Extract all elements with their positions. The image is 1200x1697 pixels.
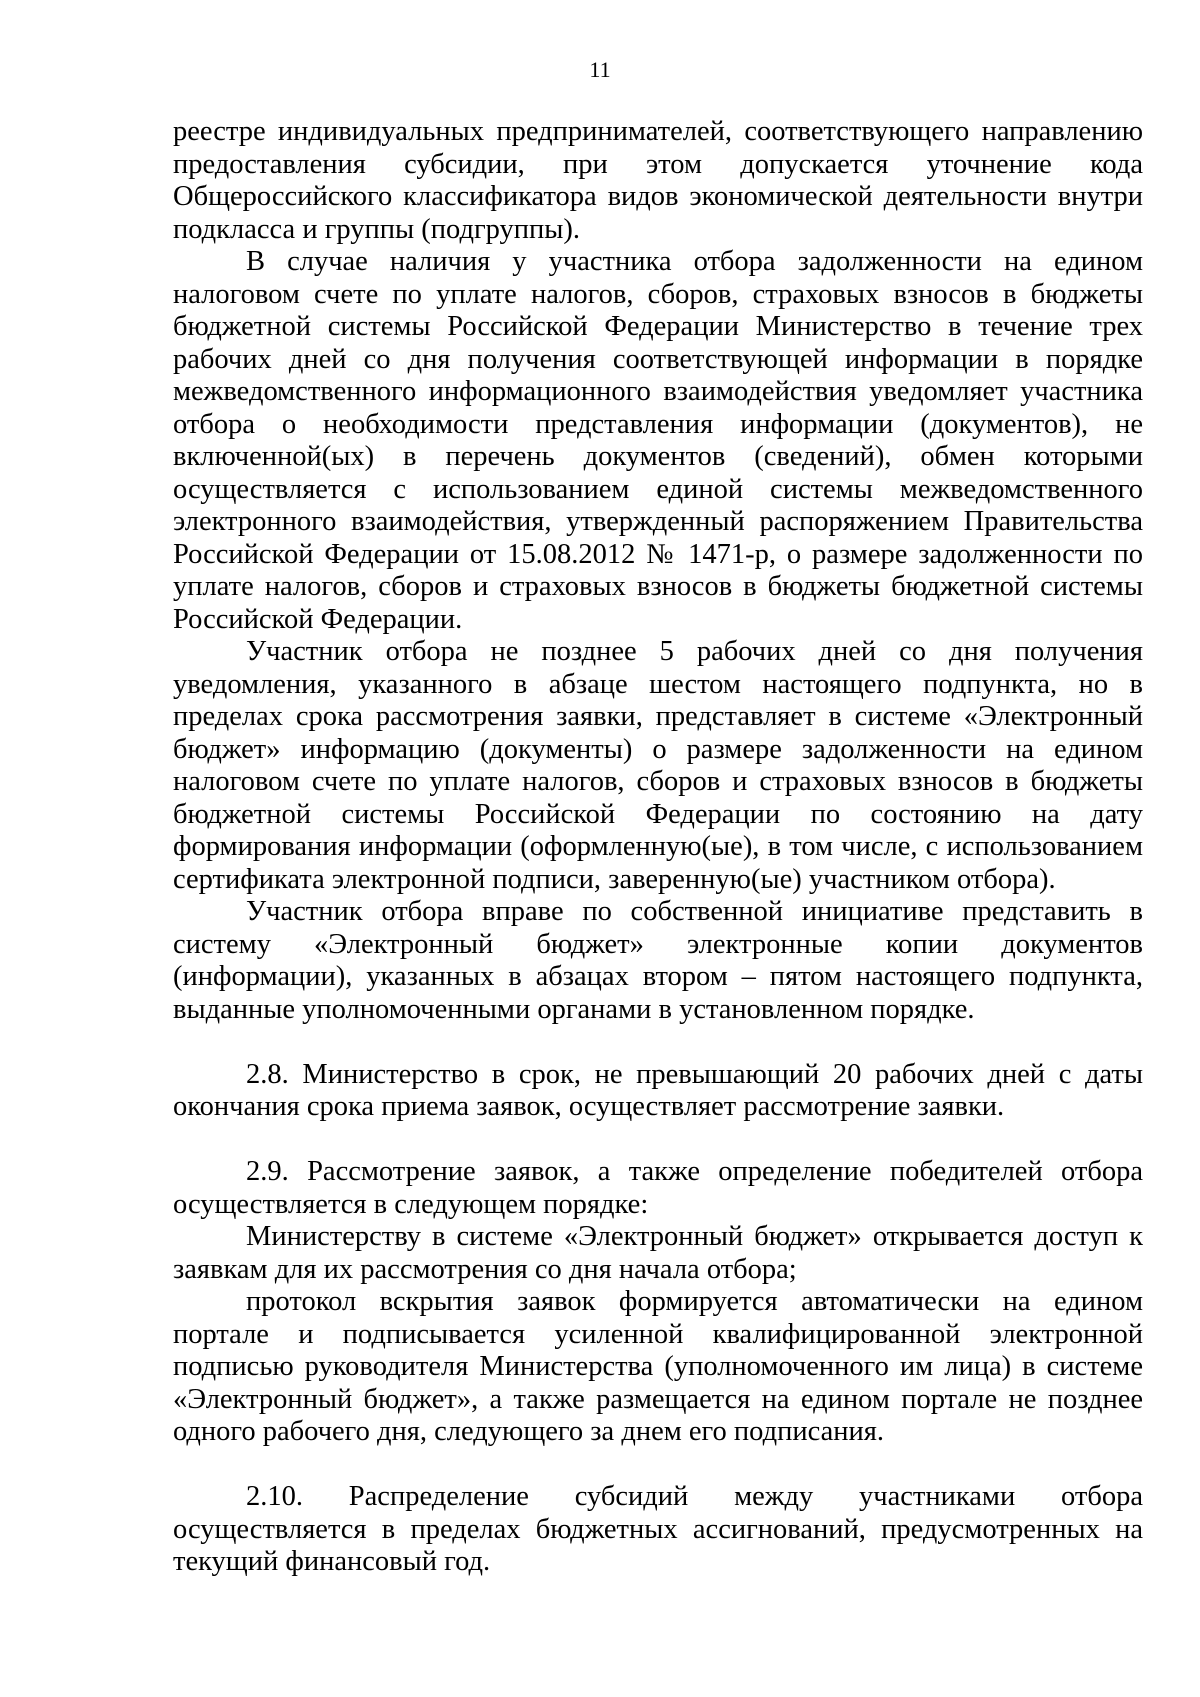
paragraph-participant-initiative: Участник отбора вправе по собственной инициативе представить в систему «Электронный бюджет» электронные копии документов (информации), указанных в абзацах втором – пятом настоящего подпункта, выданные уполномоченными органами в установленном порядке. (173, 896, 1143, 1025)
page-number: 11 (589, 57, 611, 82)
paragraph-section-2-9: 2.9. Рассмотрение заявок, а также определение победителей отбора осуществляется в следующем порядке: (173, 1156, 1143, 1220)
paragraph-registry-continuation: реестре индивидуальных предпринимателей, соответствующего направлению предоставления субсидии, при этом допускается уточнение кода Общероссийского классификатора видов экономической деятельности внутри подкласса и группы (подгруппы). (173, 116, 1143, 245)
paragraph-section-2-8: 2.8. Министерство в срок, не превышающий 20 рабочих дней с даты окончания срока приема заявок, осуществляет рассмотрение заявки. (173, 1058, 1143, 1122)
document-body (173, 116, 1143, 1579)
paragraph-participant-submission: Участник отбора не позднее 5 рабочих дней со дня получения уведомления, указанного в абзаце шестом настоящего подпункта, но в пределах срока рассмотрения заявки, представляет в системе «Электронный бюджет» информацию (документы) о размере задолженности на едином налоговом счете по уплате налогов, сборов и страховых взносов в бюджеты бюджетной системы Российской Федерации по состоянию на дату формирования информации (оформленную(ые), в том числе, с использованием сертификата электронной подписи, заверенную(ые) участником отбора). (173, 636, 1143, 895)
paragraph-ministry-access: Министерству в системе «Электронный бюджет» открывается доступ к заявкам для их рассмотрения со дня начала отбора; (173, 1221, 1143, 1285)
paragraph-opening-protocol: протокол вскрытия заявок формируется автоматически на едином портале и подписывается усиленной квалифицированной электронной подписью руководителя Министерства (уполномоченного им лица) в системе «Электронный бюджет», а также размещается на едином портале не позднее одного рабочего дня, следующего за днем его подписания. (173, 1286, 1143, 1447)
paragraph-tax-debt-notice: В случае наличия у участника отбора задолженности на едином налоговом счете по уплате налогов, сборов, страховых взносов в бюджеты бюджетной системы Российской Федерации Министерство в течение трех рабочих дней со дня получения соответствующей информации в порядке межведомственного информационного взаимодействия уведомляет участника отбора о необходимости представления информации (документов), не включенной(ых) в перечень документов (сведений), обмен которыми осуществляется с использованием единой системы межведомственного электронного взаимодействия, утвержденный распоряжением Правительства Российской Федерации от 15.08.2012 № 1471-р, о размере задолженности по уплате налогов, сборов и страховых взносов в бюджеты бюджетной системы Российской Федерации. (173, 246, 1143, 635)
paragraph-section-2-10: 2.10. Распределение субсидий между участниками отбора осуществляется в пределах бюджетных ассигнований, предусмотренных на текущий финансовый год. (173, 1481, 1143, 1577)
